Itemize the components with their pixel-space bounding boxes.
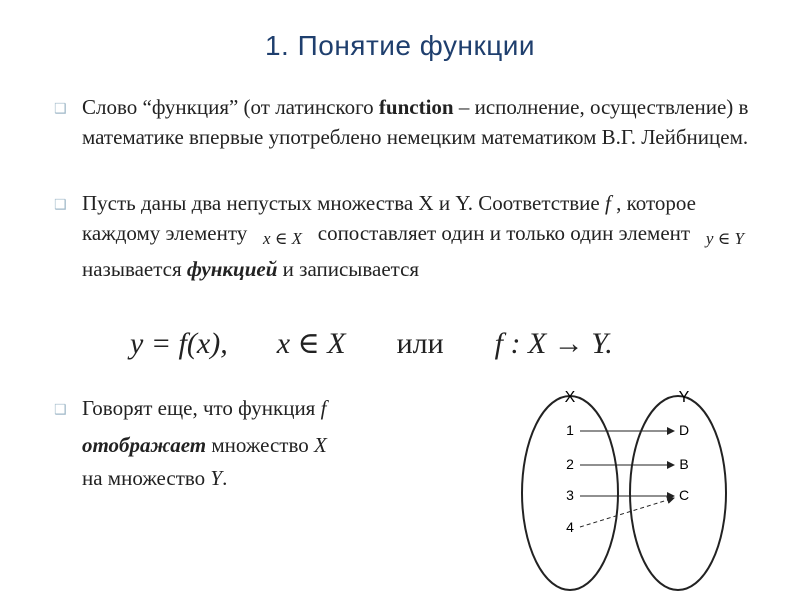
- bullet-2-text-a: Пусть даны два непустых множества X и Y. Соответствие: [82, 191, 605, 215]
- bullet-marker-icon: ❑: [54, 402, 67, 418]
- bullet-2-text-b: , которое каждому элементу: [82, 191, 696, 245]
- formula-y-eq-fx: y = f(x),: [130, 327, 228, 360]
- set-x-label: X: [564, 389, 576, 406]
- bullet-1-text-a: Слово “функция” (от латинского: [82, 95, 379, 119]
- slide-title: 1. Понятие функции: [264, 30, 536, 61]
- bullet-3-line-3: [82, 466, 227, 491]
- function-formula: [130, 326, 690, 361]
- bullet-3-period: .: [222, 466, 228, 490]
- bullet-1-text-b: – исполнение, осуществление) в математике впервые употреблено немецким математиком В.Г. Лейбницем.: [82, 95, 749, 149]
- bullet-1-bold: function: [378, 95, 454, 119]
- formula-f-X-to-Y: f : X → Y.: [494, 327, 613, 360]
- arrow-4-to-c: [580, 498, 674, 527]
- bullet-3-line2-text: множество: [206, 433, 314, 457]
- bullet-3-f: f: [320, 396, 327, 420]
- bullet-marker-icon: ❑: [54, 197, 67, 213]
- bullet-2-term: функцией: [186, 257, 278, 281]
- mapping-diagram: [510, 385, 740, 595]
- x-element-4: 4: [566, 519, 574, 535]
- set-y-label: Y: [678, 389, 690, 406]
- x-element-3: 3: [566, 487, 574, 503]
- bullet-2-text-d: называется: [82, 257, 187, 281]
- bullet-3-line-2: [82, 433, 327, 458]
- x-element-1: 1: [566, 422, 574, 438]
- bullet-3-Y: Y: [210, 466, 223, 490]
- formula-or: или: [396, 327, 444, 360]
- bullet-2-x-in-X: x ∈ X: [262, 229, 302, 248]
- bullet-2-f: f: [604, 191, 611, 215]
- bullet-3-line3-text: на множество: [82, 466, 211, 490]
- bullet-2-text-e: и записывается: [277, 257, 420, 281]
- bullet-marker-icon: ❑: [54, 101, 67, 117]
- y-element-b: B: [679, 456, 689, 472]
- bullet-3-line1-text: Говорят еще, что функция: [82, 396, 321, 420]
- bullet-3-term: отображает: [82, 433, 207, 457]
- formula-x-in-X: x ∈ X: [276, 327, 346, 360]
- bullet-2-y-in-Y: y ∈ Y: [705, 229, 744, 248]
- x-element-2: 2: [566, 456, 574, 472]
- y-element-d: D: [678, 422, 690, 438]
- y-element-c: C: [678, 487, 690, 503]
- bullet-2: [54, 188, 752, 284]
- bullet-3-X: X: [314, 433, 327, 457]
- bullet-2-text-c: сопоставляет один и только один элемент: [312, 221, 696, 245]
- bullet-1: [54, 92, 752, 152]
